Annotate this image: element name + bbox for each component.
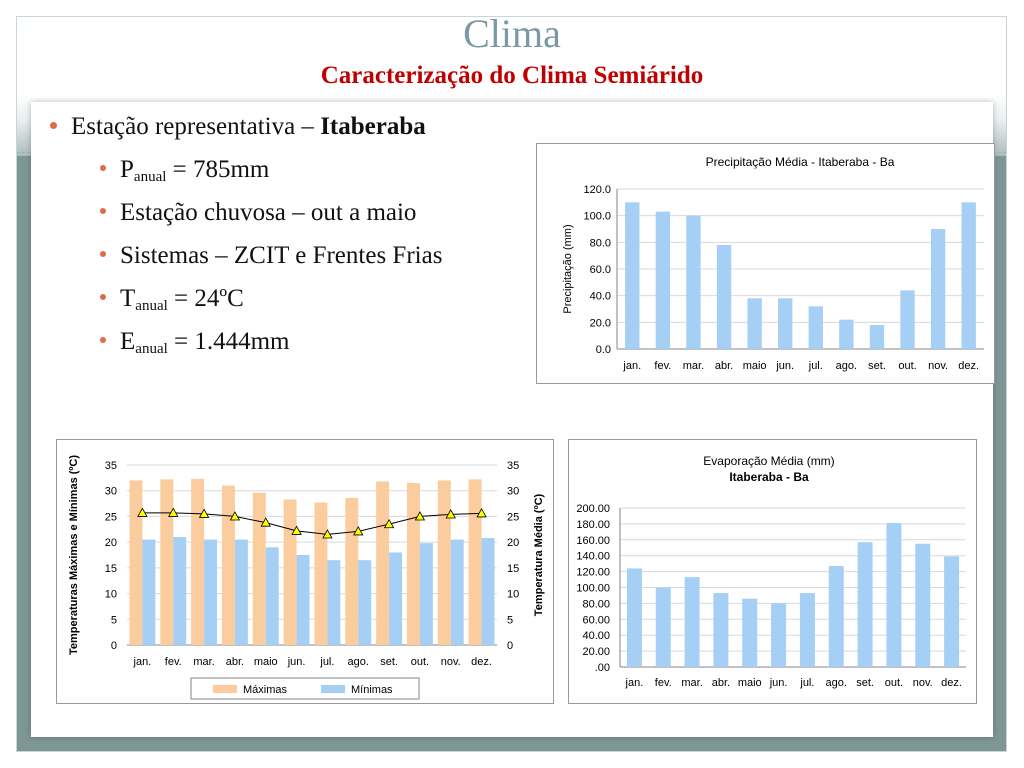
- bullet-temp-value: = 24ºC: [167, 285, 244, 312]
- y-tick-label: 120.0: [583, 184, 611, 196]
- max-temp-bar: [222, 486, 235, 645]
- x-tick-label: jan.: [625, 677, 644, 689]
- evap-bar: [627, 568, 642, 667]
- x-tick-label: jul.: [808, 360, 823, 372]
- x-tick-label: fev.: [654, 360, 672, 372]
- bullet-dot-icon: [100, 337, 106, 343]
- y-tick-label: 10: [104, 588, 117, 601]
- x-tick-label: out.: [898, 360, 917, 372]
- bullet-precip: [100, 153, 269, 187]
- x-tick-label: ago.: [347, 656, 369, 668]
- chart-title-line1: Evaporação Média (mm): [703, 454, 835, 468]
- y-tick-label: 30: [104, 485, 117, 498]
- bullet-rainy-season: [100, 196, 416, 230]
- x-tick-label: jan.: [623, 360, 642, 372]
- evap-bar: [886, 523, 901, 667]
- y-tick-label: 160.00: [576, 534, 610, 547]
- precip-bar: [686, 216, 700, 349]
- precip-bar: [839, 320, 853, 349]
- evap-bar: [656, 588, 671, 668]
- bullet-temperature: [100, 282, 244, 316]
- x-tick-label: nov.: [440, 656, 461, 668]
- y-tick-label: 40.00: [582, 630, 610, 643]
- y-tick-label: 80.00: [582, 598, 610, 611]
- min-temp-bar: [420, 543, 433, 645]
- bullet-evap-sub: anual: [135, 341, 168, 357]
- evap-bar: [944, 556, 959, 667]
- x-tick-label: dez.: [471, 656, 492, 668]
- y-tick-label: 0: [110, 640, 117, 652]
- min-temp-bar: [297, 555, 310, 645]
- max-temp-bar: [407, 483, 420, 645]
- y-axis-title: Precipitação (mm): [562, 224, 574, 314]
- y-tick-label: 140.00: [576, 550, 610, 563]
- x-tick-label: set.: [380, 656, 398, 668]
- precip-bar: [809, 306, 823, 349]
- precip-bar: [870, 325, 884, 349]
- y-tick-label: 100.00: [576, 582, 610, 595]
- y2-tick-label: 20: [507, 537, 520, 550]
- x-tick-label: jun.: [769, 677, 788, 689]
- y-tick-label: 120.00: [576, 566, 610, 579]
- precip-bar: [625, 202, 639, 349]
- y-tick-label: 25: [104, 511, 117, 524]
- x-tick-label: mar.: [682, 360, 705, 372]
- y-tick-label: 0.0: [595, 344, 611, 356]
- x-tick-label: jul.: [800, 677, 815, 689]
- temperature-chart-box: [56, 439, 554, 704]
- bullet-systems-label: Sistemas – ZCIT e Frentes Frias: [120, 242, 443, 269]
- x-tick-label: abr.: [714, 360, 734, 372]
- x-tick-label: mar.: [193, 656, 215, 668]
- precipitation-chart-box: [536, 143, 995, 384]
- max-temp-bar: [438, 480, 451, 645]
- y2-tick-label: 25: [507, 511, 520, 524]
- max-temp-bar: [469, 479, 482, 645]
- bullet-station-label: Estação representativa –: [71, 113, 321, 140]
- min-temp-bar: [327, 560, 340, 645]
- y-tick-label: .00: [594, 662, 610, 674]
- legend-swatch-min: [321, 685, 345, 693]
- precip-bar: [778, 298, 792, 349]
- chart-title: Precipitação Média - Itaberaba - Ba: [705, 155, 895, 169]
- x-tick-label: nov.: [912, 677, 933, 689]
- evaporation-chart-box: [568, 439, 977, 704]
- evap-bar: [771, 603, 786, 667]
- evap-bar: [713, 593, 728, 667]
- y2-tick-label: 35: [507, 460, 520, 472]
- y2-tick-label: 10: [507, 588, 520, 601]
- max-temp-bar: [191, 479, 204, 645]
- legend-label-max: Máximas: [243, 684, 288, 696]
- x-tick-label: ago.: [825, 677, 847, 689]
- x-tick-label: maio: [742, 360, 767, 372]
- y-tick-label: 15: [104, 562, 117, 575]
- x-tick-label: fev.: [654, 677, 672, 689]
- y-tick-label: 80.0: [589, 237, 611, 250]
- legend-swatch-max: [213, 685, 237, 693]
- max-temp-bar: [160, 479, 173, 645]
- evap-bar: [829, 566, 844, 667]
- min-temp-bar: [482, 538, 495, 645]
- y-tick-label: 40.0: [589, 290, 611, 303]
- bullet-dot-icon: [100, 208, 106, 214]
- bullet-dot-icon: [100, 251, 106, 257]
- x-tick-label: jun.: [287, 656, 306, 668]
- x-tick-label: dez.: [958, 360, 980, 372]
- min-temp-bar: [173, 537, 186, 645]
- bullet-precip-sub: anual: [133, 169, 167, 185]
- y-axis-title: Temperaturas Máximas e Mínimas (ºC): [68, 454, 80, 656]
- bullet-evaporation: [100, 325, 290, 359]
- x-tick-label: abr.: [225, 656, 245, 668]
- min-temp-bar: [266, 547, 279, 645]
- bullet-station-value: Itaberaba: [320, 113, 426, 140]
- bullet-systems: [100, 239, 442, 273]
- max-temp-bar: [284, 499, 297, 645]
- bullet-dot-icon: [100, 294, 106, 300]
- y-tick-label: 20.0: [589, 317, 611, 330]
- y-tick-label: 20.00: [582, 646, 610, 659]
- legend-label-min: Mínimas: [351, 684, 393, 696]
- y-tick-label: 35: [104, 460, 117, 472]
- y2-tick-label: 30: [507, 485, 520, 498]
- max-temp-bar: [253, 493, 266, 645]
- bullet-precip-label: P: [120, 156, 134, 183]
- chart-title-line2: Itaberaba - Ba: [729, 470, 809, 484]
- x-tick-label: set.: [856, 677, 874, 689]
- evap-bar: [915, 544, 930, 667]
- y2-tick-label: 0: [507, 640, 514, 652]
- y-tick-label: 180.00: [576, 518, 610, 531]
- min-temp-bar: [451, 540, 464, 645]
- min-temp-bar: [235, 540, 248, 645]
- min-temp-bar: [358, 560, 371, 645]
- evaporation-chart: [569, 440, 978, 705]
- x-tick-label: set.: [868, 360, 886, 372]
- x-tick-label: mar.: [681, 677, 703, 689]
- x-tick-label: jan.: [133, 656, 152, 668]
- max-temp-bar: [376, 481, 389, 645]
- y2-axis-title: Temperatura Média (ºC): [533, 493, 545, 617]
- x-tick-label: fev.: [164, 656, 182, 668]
- precip-bar: [717, 245, 731, 349]
- x-tick-label: maio: [253, 656, 278, 668]
- bullet-evap-label: E: [120, 328, 136, 355]
- x-tick-label: jul.: [320, 656, 335, 668]
- slide-title: Clima: [463, 11, 561, 56]
- precip-bar: [656, 212, 670, 349]
- max-temp-bar: [314, 503, 327, 645]
- bullet-dot-icon: [100, 165, 106, 171]
- x-tick-label: out.: [410, 656, 430, 668]
- precip-bar: [931, 229, 945, 349]
- y-tick-label: 5: [110, 614, 117, 627]
- min-temp-bar: [204, 540, 217, 645]
- slide-subtitle: Caracterização do Clima Semiárido: [320, 62, 704, 89]
- bullet-temp-sub: anual: [135, 298, 168, 314]
- y-tick-label: 20: [104, 537, 117, 550]
- bullet-precip-value: = 785mm: [166, 156, 270, 183]
- precipitation-chart: [537, 144, 996, 385]
- precip-bar: [747, 298, 761, 349]
- evap-bar: [685, 577, 700, 667]
- bullet-rainy-label: Estação chuvosa – out a maio: [120, 199, 417, 226]
- y-tick-label: 60.0: [589, 264, 611, 276]
- x-tick-label: jun.: [776, 360, 795, 372]
- precip-bar: [900, 290, 914, 349]
- bullet-temp-label: T: [120, 285, 136, 312]
- evap-bar: [858, 542, 873, 667]
- bullet-evap-value: = 1.444mm: [167, 328, 290, 355]
- min-temp-bar: [142, 540, 155, 645]
- x-tick-label: nov.: [928, 360, 949, 372]
- y-tick-label: 60.00: [582, 614, 610, 627]
- evap-bar: [742, 599, 757, 667]
- max-temp-bar: [345, 498, 358, 645]
- min-temp-bar: [389, 552, 402, 645]
- x-tick-label: maio: [737, 677, 762, 689]
- x-tick-label: dez.: [941, 677, 962, 689]
- y-tick-label: 100.0: [583, 210, 611, 223]
- evap-bar: [800, 593, 815, 667]
- y2-tick-label: 5: [507, 614, 514, 627]
- bullet-dot-icon: [50, 122, 57, 129]
- x-tick-label: ago.: [835, 360, 858, 372]
- max-temp-bar: [129, 480, 142, 645]
- x-tick-label: abr.: [711, 677, 731, 689]
- y2-tick-label: 15: [507, 562, 520, 575]
- bullet-station: [50, 110, 426, 144]
- y-tick-label: 200.00: [576, 503, 610, 515]
- x-tick-label: out.: [884, 677, 904, 689]
- temperature-chart: [57, 440, 555, 705]
- precip-bar: [962, 202, 976, 349]
